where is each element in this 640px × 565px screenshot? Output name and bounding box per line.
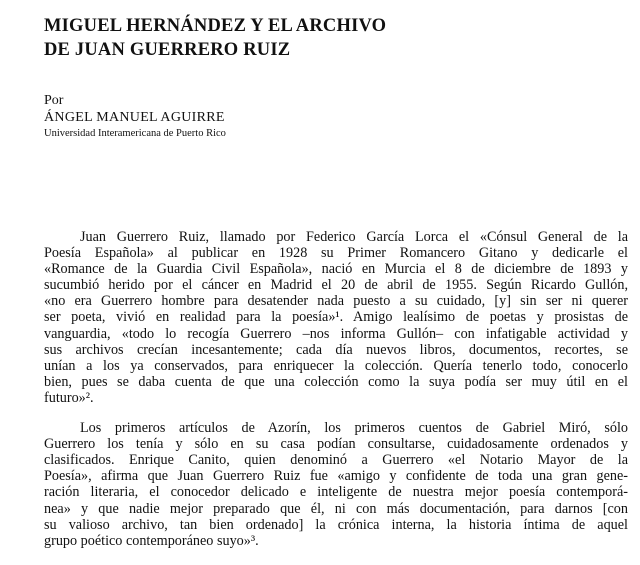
text-line: futuro»². <box>44 389 94 406</box>
text-line: clasificados. Enrique Canito, quien denominó a Guerrero «el Notario Mayor de la <box>44 452 628 469</box>
text-line: grupo poético contemporáneo suyo»³. <box>44 532 259 549</box>
text-line: sus archivos crecían incesantemente; cada día nuevos libros, documentos, recortes, se <box>44 341 628 358</box>
title-line: DE JUAN GUERRERO RUIZ <box>44 40 291 60</box>
text-line: «Romance de la Guardia Civil Española», nació en Murcia el 8 de diciembre de 1893 y <box>44 261 628 278</box>
text-line: su valioso archivo, tan bien ordenado] la crónica interna, la historia íntima de aquel <box>44 516 628 533</box>
author-affiliation: Universidad Interamericana de Puerto Rico <box>44 128 226 139</box>
text-line: bien, pues se daba cuenta de que una colección como la suya podía ser muy útil en el <box>44 373 628 390</box>
text-line: Poesía», afirma que Juan Guerrero Ruiz fue «amigo y confidente de toda una gran gene- <box>44 468 628 485</box>
title-line: MIGUEL HERNÁNDEZ Y EL ARCHIVO <box>44 16 387 36</box>
author-name: ÁNGEL MANUEL AGUIRRE <box>44 110 225 125</box>
text-line: vanguardia, «todo lo recogía Guerrero –nos informa Gullón– con infatigable actividad y <box>44 325 628 342</box>
text-line: nea» y que nadie mejor preparado que él, ni con más documentación, para darnos [con <box>44 500 628 517</box>
article-title <box>44 14 386 62</box>
paragraph-2 <box>44 420 628 549</box>
text-line: Juan Guerrero Ruiz, llamado por Federico García Lorca el «Cónsul General de la <box>80 229 628 245</box>
text-line: «no era Guerrero hombre para desatender nada puesto a su cuidado, [y] sin ser ni querer <box>44 293 628 310</box>
text-line: Poesía Española» al publicar en 1928 su Primer Romancero Gitano y dedicarle el <box>44 245 628 262</box>
text-line: ración literaria, el conocedor delicado e inteligente de nuestra mejor poesía contemporá- <box>44 484 628 501</box>
paragraph-1 <box>44 229 628 406</box>
paragraph-gap <box>44 406 628 420</box>
text-line: sucumbió herido por el cáncer en Madrid el 20 de abril de 1955. Según Ricardo Gullón, <box>44 277 628 294</box>
text-line: unían a los ya conservados, para enriquecer la colección. Quería tenerlo todo, conocerlo <box>44 357 628 374</box>
article-body <box>44 229 628 549</box>
byline: Por <box>44 93 64 108</box>
text-line: Guerrero los tenía y sólo en su casa podían consultarse, cuidadosamente ordenados y <box>44 436 628 453</box>
text-line: Los primeros artículos de Azorín, los primeros cuentos de Gabriel Miró, sólo <box>80 420 628 437</box>
text-line: ser poeta, vivió en realidad para la poesía»¹. Amigo lealísimo de poetas y prosistas de <box>44 309 628 326</box>
